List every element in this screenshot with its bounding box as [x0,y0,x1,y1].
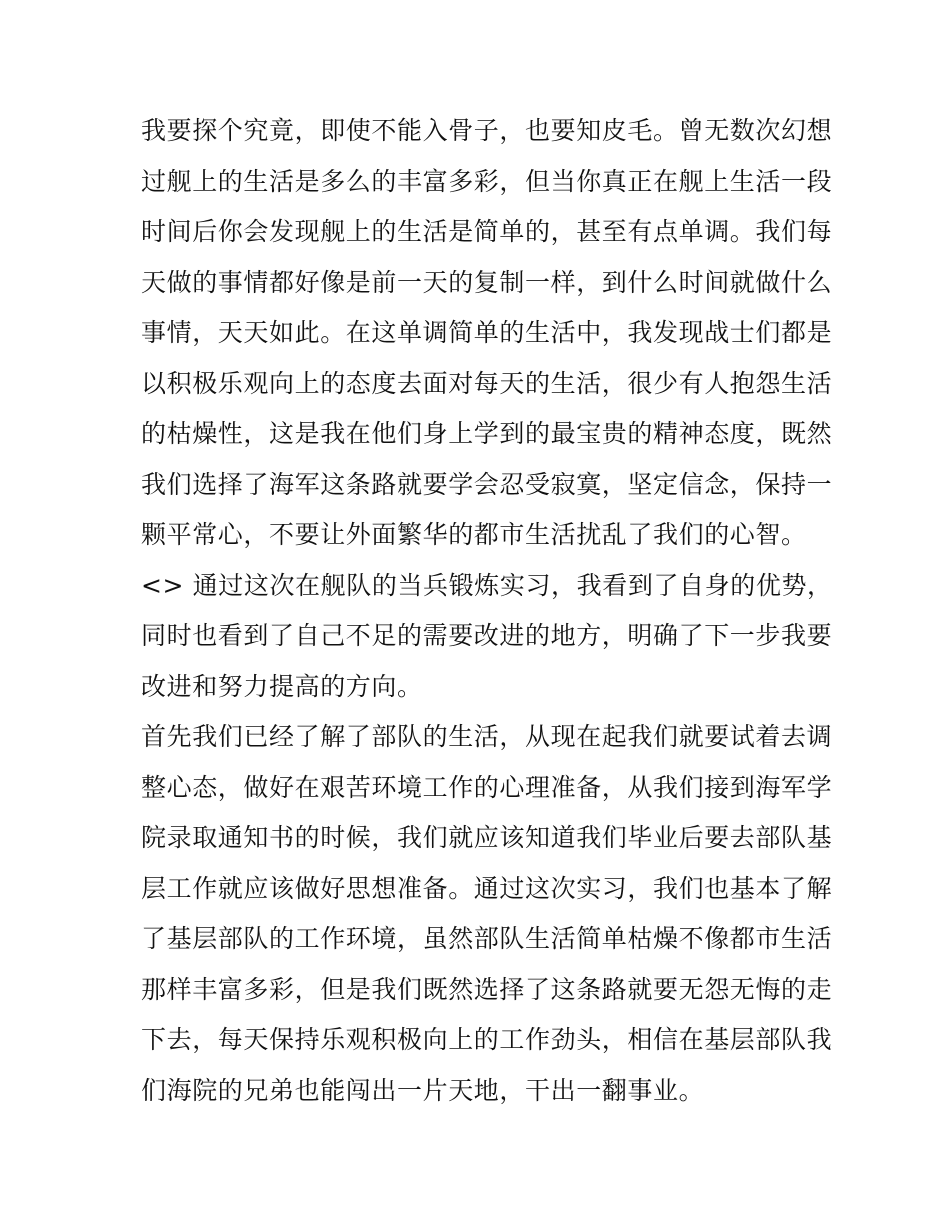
text-line: 了基层部队的工作环境，虽然部队生活简单枯燥不像都市生活 [141,924,833,953]
text-line: 下去，每天保持乐观积极向上的工作劲头，相信在基层部队我 [141,1025,833,1054]
text-line: 院录取通知书的时候，我们就应该知道我们毕业后要去部队基 [141,823,833,852]
text-line: 那样丰富多彩，但是我们既然选择了这条路就要无怨无悔的走 [141,974,833,1004]
text-line: 以积极乐观向上的态度去面对每天的生活，很少有人抱怨生活 [141,368,833,398]
text-line: 我要探个究竟，即使不能入骨子，也要知皮毛。曾无数次幻想 [141,116,833,145]
body-text [141,106,833,1116]
text-line: 颗平常心，不要让外面繁华的都市生活扰乱了我们的心智。 [141,520,807,549]
text-line: 的枯燥性，这是我在他们身上学到的最宝贵的精神态度，既然 [141,419,833,448]
text-line: 过舰上的生活是多么的丰富多彩，但当你真正在舰上生活一段 [141,166,833,196]
text-line: 们海院的兄弟也能闯出一片天地，干出一翻事业。 [141,1075,705,1105]
text-line: 首先我们已经了解了部队的生活，从现在起我们就要试着去调 [141,722,833,751]
text-line: 我们选择了海军这条路就要学会忍受寂寞，坚定信念，保持一 [141,469,833,499]
text-line: 事情，天天如此。在这单调简单的生活中，我发现战士们都是 [141,318,833,347]
text-line: 天做的事情都好像是前一天的复制一样，到什么时间就做什么 [141,267,833,297]
text-line: 改进和努力提高的方向。 [141,671,423,701]
text-line: 层工作就应该做好思想准备。通过这次实习，我们也基本了解 [141,873,833,903]
text-line: <> 通过这次在舰队的当兵锻炼实习，我看到了自身的优势， [141,570,833,600]
text-line: 时间后你会发现舰上的生活是简单的，甚至有点单调。我们每 [141,217,833,246]
text-line: 整心态，做好在艰苦环境工作的心理准备，从我们接到海军学 [141,772,833,802]
text-line: 同时也看到了自己不足的需要改进的地方，明确了下一步我要 [141,621,833,650]
